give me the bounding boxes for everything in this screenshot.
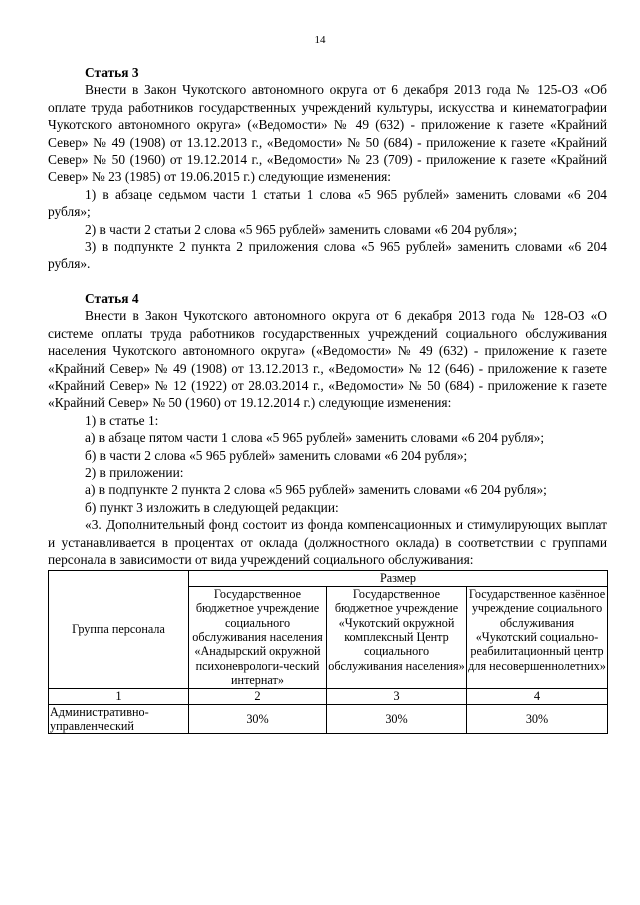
article-4-item-2: 2) в приложении: [85,464,184,480]
article-3-intro: Внести в Закон Чукотского автономного округа от 6 декабря 2013 года № 125-ОЗ «Об оплате труда работников государственных учреждений культуры, искусства и кинематографии Чукотского автономного округа» («Ведомости» № 49 (632) - приложение к газете «Крайний Север» № 49 (1908) от 13.12.2013 г., «Ведомости» № 50 (684) - приложение к газете «Крайний Север» № 50 (1960) от 19.12.2014 г., «Ведомости» № 23 (709) - приложение к газете «Крайний Север» № 23 (1985) от 19.06.2015 г.) следующие изменения: [48,82,607,185]
table-header-row [49,571,608,586]
article-3-item-3: 3) в подпункте 2 пункта 2 приложения слова «5 965 рублей» заменить словами «6 204 рубля». [48,239,607,272]
article-3-heading: Статья 3 [85,65,139,80]
column-header-1: Государственное бюджетное учреждение социального обслуживания населения «Анадырский окружной психоневрологи-ческий интернат» [189,586,327,688]
column-number: 3 [327,688,467,704]
article-4-intro: Внести в Закон Чукотского автономного округа от 6 декабря 2013 года № 128-ОЗ «О системе оплаты труда работников государственных учреждений социального обслуживания населения Чукотского автономного округа» («Ведомости» № 49 (632) - приложение к газете «Крайний Север» № 49 (1908) от 13.12.2013 г., «Ведомости» № 12 (646) - приложение к газете «Крайний Север» № 12 (1922) от 28.03.2014 г., «Ведомости» № 50 (684) - приложение к газете «Крайний Север» № 50 (1960) от 19.12.2014 г.) следующие изменения: [48,308,607,411]
article-4-item-1: 1) в статье 1: [85,412,159,428]
row-value: 30% [327,704,467,734]
article-4-clause-3: «3. Дополнительный фонд состоит из фонда компенсационных и стимулирующих выплат и устанавливается в процентах от оклада (должностного оклада) в соответствии с группами персонала в зависимости от вида учреждений социального обслуживания: [48,517,607,567]
article-3-item-1: 1) в абзаце седьмом части 1 статьи 1 слова «5 965 рублей» заменить словами «6 204 рубля»; [48,186,607,220]
article-4-item-2b: б) пункт 3 изложить в следующей редакции: [85,499,339,515]
row-value: 30% [467,704,608,734]
article-4-item-1b: б) в части 2 слова «5 965 рублей» заменить словами «6 204 рубля»; [85,447,468,463]
column-header-3: Государственное казённое учреждение социального обслуживания «Чукотский социально-реабилитационный центр для несовершеннолетних» [467,586,608,688]
row-value: 30% [189,704,327,734]
size-header: Размер [189,571,608,586]
personnel-table [48,570,608,734]
column-number: 2 [189,688,327,704]
row-group: Административно-управленческий [49,704,189,734]
table-row [49,704,608,734]
article-4-heading: Статья 4 [85,290,139,306]
article-3-item-2: 2) в части 2 статьи 2 слова «5 965 рублей» заменить словами «6 204 рубля»; [85,221,518,237]
page-number: 14 [314,34,326,46]
section-spacer [48,273,607,290]
article-4-item-1a: а) в абзаце пятом части 1 слова «5 965 рублей» заменить словами «6 204 рубля»; [85,430,545,446]
table-number-row [49,688,608,704]
group-header: Группа персонала [49,571,189,688]
column-number: 1 [49,688,189,704]
column-number: 4 [467,688,608,704]
document-body [48,64,607,734]
article-4-item-2a: а) в подпункте 2 пункта 2 слова «5 965 рублей» заменить словами «6 204 рубля»; [85,482,547,498]
column-header-2: Государственное бюджетное учреждение «Чукотский окружной комплексный Центр социального обслуживания населения» [327,586,467,688]
